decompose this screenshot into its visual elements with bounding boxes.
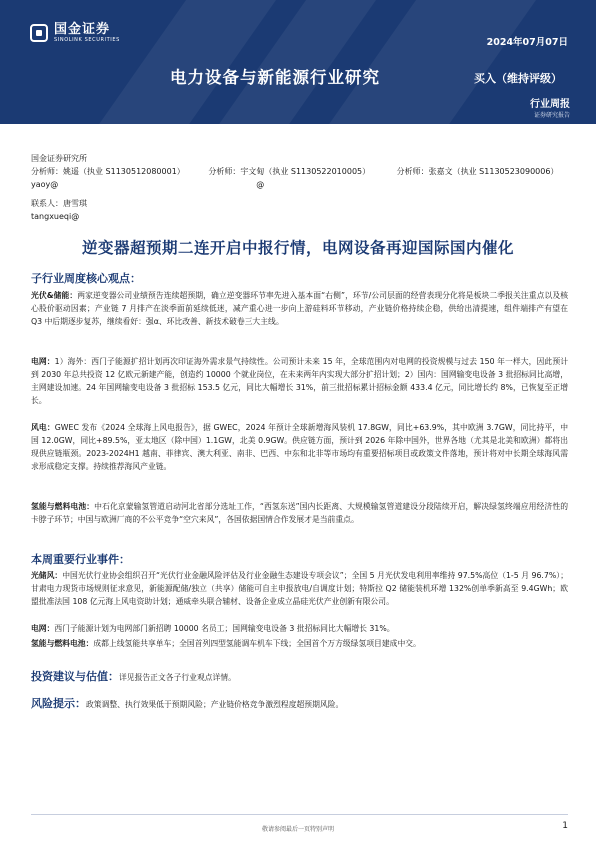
advice-text: 详见报告正文各子行业观点详情。 xyxy=(119,673,236,682)
analyst-block xyxy=(31,152,571,191)
analyst-1: 分析师：姚遥（执业 S1130512080001） xyxy=(31,167,185,176)
core-views-title: 子行业周度核心观点： xyxy=(31,272,141,285)
analyst-3: 分析师：张嘉文（执业 S1130523090006） xyxy=(396,167,559,176)
report-subtype: 证券研究报告 xyxy=(533,112,570,119)
contact-label: 联系人： xyxy=(31,199,63,208)
contact-email[interactable]: tangxueqi@ xyxy=(31,212,80,221)
events-title: 本周重要行业事件： xyxy=(31,553,130,566)
footer-disclaimer: 敬请参阅最后一页特别声明 xyxy=(261,826,334,833)
event-grid: 电网：西门子能源计划为电网部门新招聘 10000 名员工；国网输变电设备 3 批招标同比大幅增长 31%。 xyxy=(31,624,395,633)
institute-name: 国金证券研究所 xyxy=(31,154,87,163)
core-view-solar-storage: 光伏&储能：两家逆变器公司业绩预告连续超预期，确立逆变器环节率先进入基本面“右侧”，环节/公司层面的经营表现分化将是板块二季报关注重点以及核心股价驱动因素；产业链 7 月排产在淡季面前延续低迷，减产重心进一步向上游硅料环节移动，产业链价格持续企稳，供给出清提速，组件端排产有望在 Q3 中后期逐步复苏，继续看好：强α、环比改善、新技术破卷三大主线。 xyxy=(31,291,568,326)
risk-line xyxy=(31,697,568,711)
event-hydrogen: 氢能与燃料电池：成都上线氢能共享单车；全国首列四型氢能调车机车下线；全国首个万方级绿氢项目建成中交。 xyxy=(31,639,421,648)
analyst-2-email[interactable]: @ xyxy=(256,180,265,189)
core-view-wind: 风电：GWEC 发布《2024 全球海上风电报告》，据 GWEC，2024 年预计全球新增海风装机 17.8GW，同比+63.9%，其中欧洲 3.7GW，同比持平，中国 12.0GW，同比+89.5%，亚太地区（除中国）1.1GW，北美 0.9GW。供应链方面，预计到 2026 年除中国外，世界各地（尤其是北美和欧洲）都将出现供应链瓶颈。2023-2024H1 越南、菲律宾、澳大利亚、南非、巴西、中东和北非等市场均有重要招标项目或政策文件落地，预计将对中长期全球海风需求形成稳定支撑。持续推荐海风产业链。 xyxy=(31,423,568,471)
analyst-1-email[interactable]: yaoy@ xyxy=(31,180,59,189)
company-logo xyxy=(30,22,120,44)
report-header-banner xyxy=(0,0,596,124)
event-solar-storage-wind: 光储风：中国光伏行业协会组织召开“光伏行业金融风险评估及行业金融生态建设专项会议”；全国 5 月光伏发电利用率维持 97.5%高位（1-5 月 96.7%）；甘肃电力现货市场规则征求意见，新能源配储/独立（共享）储能可自主申报放电/自调度计划；特斯拉 Q2 储能装机环增 132%创单季新高至 9.4GWh；欧盟批准法国 108 亿元海上风电资助计划；通威牵头联合辅材、设备企业成立晶硅光伏产业创新有限公司。 xyxy=(31,571,568,606)
report-date: 2024年07月07日 xyxy=(486,37,568,48)
risk-title: 风险提示： xyxy=(31,697,86,710)
report-type: 行业周报 xyxy=(530,99,570,110)
analyst-2: 分析师：宇文甸（执业 S1130522010005） xyxy=(208,167,371,176)
risk-text: 政策调整、执行效果低于预期风险；产业链价格竞争激烈程度超预期风险。 xyxy=(86,700,344,709)
logo-en: SINOLINK SECURITIES xyxy=(54,37,120,43)
page-number: 1 xyxy=(562,821,568,831)
logo-cn: 国金证券 xyxy=(54,22,111,37)
report-headline: 逆变器超预期二连开启中报行情，电网设备再迎国际国内催化 xyxy=(81,239,514,257)
advice-title: 投资建议与估值： xyxy=(31,670,119,683)
rating-badge: 买入（维持评级） xyxy=(474,72,562,85)
core-view-grid: 电网：1）海外：西门子能源扩招计划再次印证海外需求景气持续性。公司预计未来 15 年，全球范围内对电网的投资规模与过去 150 年一样大，因此预计到 2030 年总共投资 12 亿欧元新建产能，创造约 10000 个就业岗位，在未来两年内实现大部分扩招计划；2）国内：国网输变电设备 3 批招标同比高增，主网建设加速。24 年国网输变电设备 3 批招标 153.5 亿元，同比大幅增长 31%，前三批招标累计招标金额 433.4 亿元，同比增长约 8%，已恢复至正增长。 xyxy=(31,357,569,405)
contact-name: 唐雪琪 xyxy=(63,199,87,208)
report-title: 电力设备与新能源行业研究 xyxy=(170,68,380,87)
logo-icon xyxy=(30,24,48,42)
core-view-hydrogen: 氢能与燃料电池：中石化京蒙输氢管道启动河北省部分选址工作，“西氢东送”国内长距离、大规模输氢管道建设分段陆续开启，解决绿氢终端应用经济性的卡脖子环节；中国与欧洲厂商的不公平竞争“空穴来风”，各国依据国情合作发展才是当前重点。 xyxy=(31,502,569,524)
advice-line xyxy=(31,670,568,684)
contact-block xyxy=(31,197,87,223)
footer-divider xyxy=(31,814,568,815)
analyst-3-email[interactable] xyxy=(397,178,571,191)
